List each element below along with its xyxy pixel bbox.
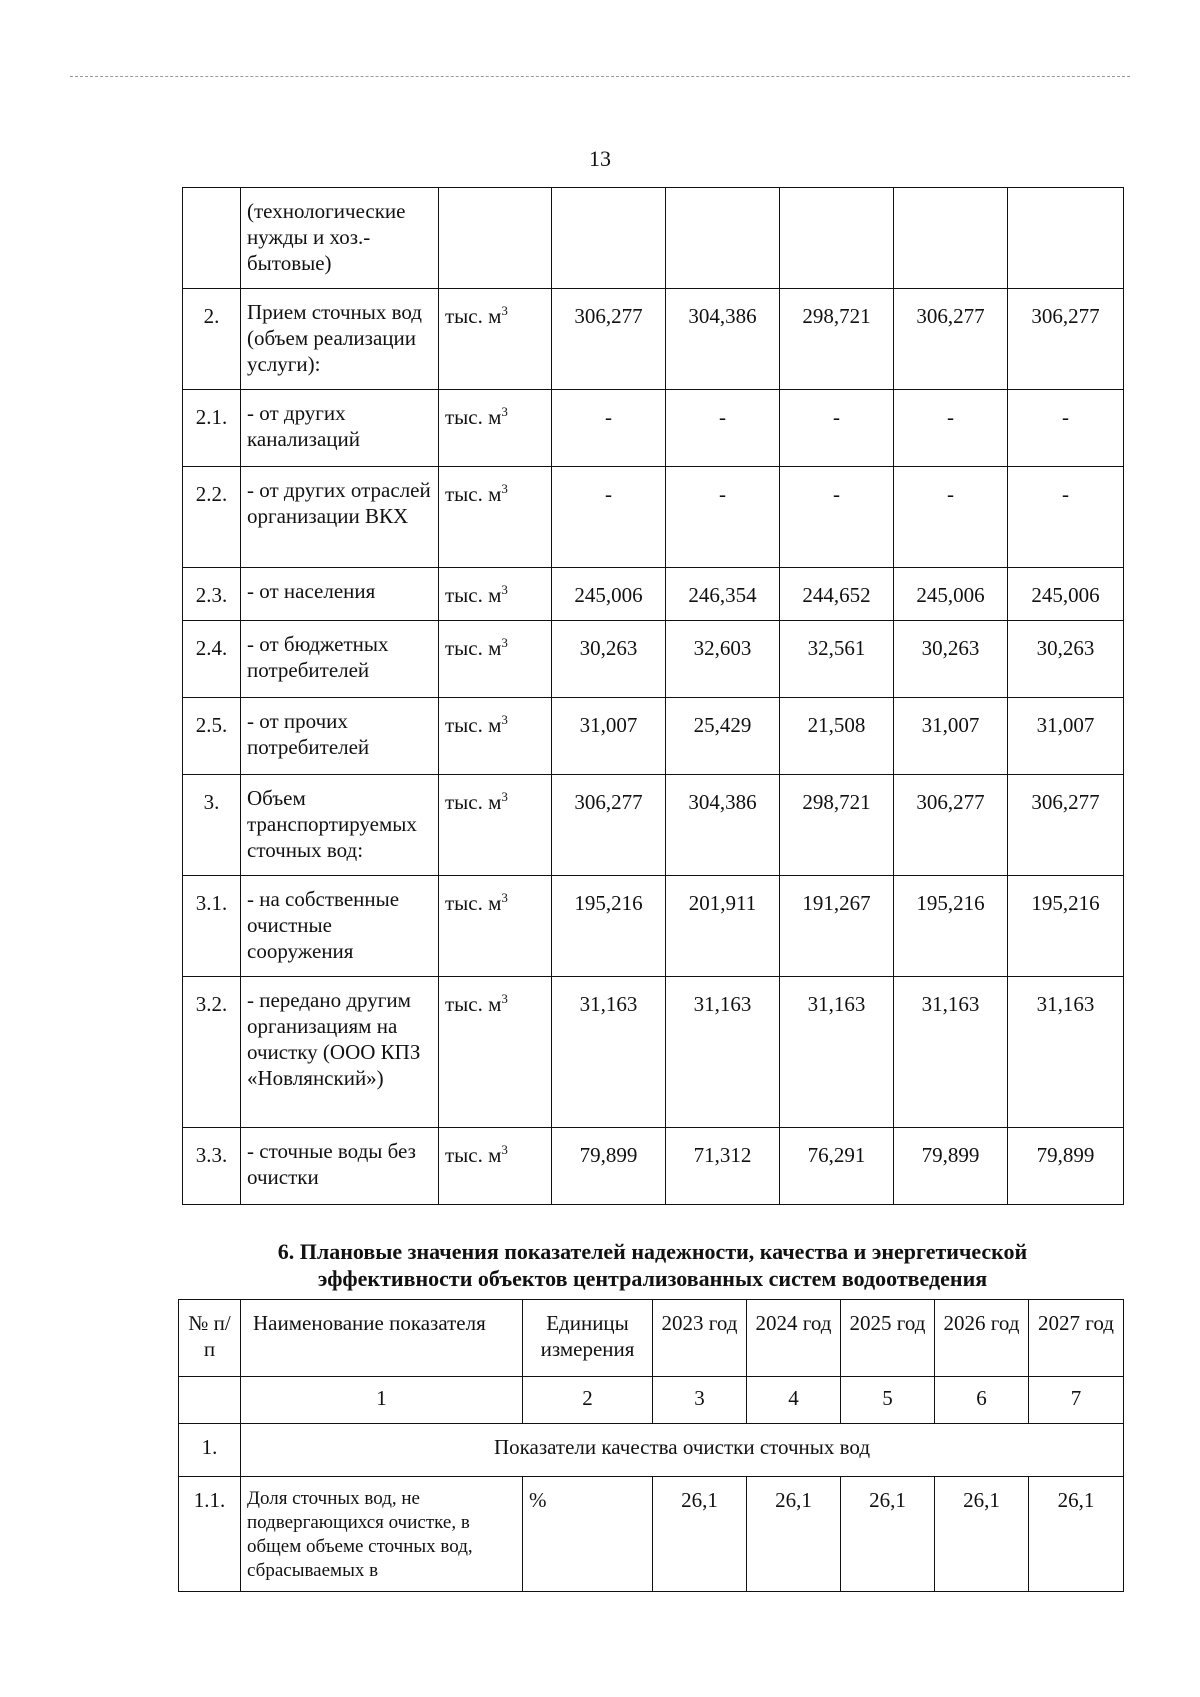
row-unit [439,289,552,390]
header-unit: Единицы измерения [523,1300,653,1377]
index-blank [179,1377,241,1424]
row-value: 30,263 [552,621,666,698]
row-value: 195,216 [894,876,1008,977]
unit-superscript: 3 [501,789,508,804]
row-name: - на собственные очистные сооружения [241,876,439,977]
continuation-name-cell: (технологические нужды и хоз.-бытовые) [241,188,439,289]
table-row [183,467,1124,568]
unit-text: тыс. м [445,790,502,814]
column-index: 2 [523,1377,653,1424]
table-row [183,876,1124,977]
row-unit [439,876,552,977]
row-value: - [780,467,894,568]
row-value: - [1008,467,1124,568]
row-unit [439,977,552,1128]
header-num: № п/п [179,1300,241,1377]
row-unit [439,568,552,621]
row-value: 32,603 [666,621,780,698]
row-value: 30,263 [1008,621,1124,698]
row-value: 298,721 [780,775,894,876]
section-row-num: 1. [179,1424,241,1477]
row-value: 306,277 [552,775,666,876]
column-index: 4 [747,1377,841,1424]
row-num: 2. [183,289,241,390]
row-value: 195,216 [1008,876,1124,977]
row-value: 201,911 [666,876,780,977]
row-value: 31,163 [1008,977,1124,1128]
row-unit [439,1128,552,1205]
row-value: 79,899 [1008,1128,1124,1205]
row-value: 31,163 [894,977,1008,1128]
row-value: 306,277 [894,775,1008,876]
row-unit [439,467,552,568]
row-value: 245,006 [552,568,666,621]
row-value: 245,006 [1008,568,1124,621]
table-row [183,621,1124,698]
row-num: 2.3. [183,568,241,621]
header-name: Наименование показателя [241,1300,523,1377]
row-num: 2.5. [183,698,241,775]
wastewater-volume-table [182,187,1124,1205]
column-index: 3 [653,1377,747,1424]
row-value: 245,006 [894,568,1008,621]
row-value: - [894,467,1008,568]
row-value: 31,007 [1008,698,1124,775]
unit-superscript: 3 [501,1142,508,1157]
unit-superscript: 3 [501,635,508,650]
table-row [183,977,1124,1128]
unit-superscript: 3 [501,991,508,1006]
section-6-title-line-2: эффективности объектов централизованных систем водоотведения [317,1266,988,1291]
row-value: 304,386 [666,289,780,390]
row-unit [439,698,552,775]
row-value: - [666,467,780,568]
row-name: - сточные воды без очистки [241,1128,439,1205]
row-value: 195,216 [552,876,666,977]
table-row [183,1128,1124,1205]
section-6-title-line-1: 6. Плановые значения показателей надежности, качества и энергетической [277,1239,1028,1264]
column-index: 6 [935,1377,1029,1424]
row-value: 79,899 [894,1128,1008,1205]
row-unit [439,390,552,467]
row-value: 26,1 [653,1477,747,1592]
header-year-2025: 2025 год [841,1300,935,1377]
top-divider [70,76,1130,77]
row-num: 3.3. [183,1128,241,1205]
table-row [183,698,1124,775]
row-value: 31,163 [666,977,780,1128]
row-num: 2.1. [183,390,241,467]
row-num: 3.2. [183,977,241,1128]
section-row-label: Показатели качества очистки сточных вод [241,1424,1124,1477]
row-name: Прием сточных вод (объем реализации услуги): [241,289,439,390]
unit-text: тыс. м [445,992,502,1016]
row-name: - от прочих потребителей [241,698,439,775]
column-index: 5 [841,1377,935,1424]
row-num: 3. [183,775,241,876]
table-row [183,775,1124,876]
row-value: 26,1 [747,1477,841,1592]
row-value: 306,277 [894,289,1008,390]
row-value: 25,429 [666,698,780,775]
unit-text: тыс. м [445,1143,502,1167]
column-index: 7 [1029,1377,1124,1424]
table-header-row [179,1300,1124,1377]
row-num: 2.2. [183,467,241,568]
row-value: 31,163 [552,977,666,1128]
row-value: 298,721 [780,289,894,390]
row-value: 30,263 [894,621,1008,698]
row-value: 31,007 [894,698,1008,775]
row-value: 31,007 [552,698,666,775]
header-year-2024: 2024 год [747,1300,841,1377]
header-year-2023: 2023 год [653,1300,747,1377]
unit-superscript: 3 [501,404,508,419]
row-value: - [894,390,1008,467]
row-value: 79,899 [552,1128,666,1205]
row-num: 2.4. [183,621,241,698]
row-value: - [1008,390,1124,467]
row-name: - от населения [241,568,439,621]
unit-text: тыс. м [445,713,502,737]
section-row [179,1424,1124,1477]
row-value: 26,1 [1029,1477,1124,1592]
unit-superscript: 3 [501,481,508,496]
row-value: 32,561 [780,621,894,698]
row-value: 31,163 [780,977,894,1128]
table-row [183,188,1124,289]
unit-text: тыс. м [445,636,502,660]
unit-superscript: 3 [501,890,508,905]
row-value: 246,354 [666,568,780,621]
row-value: 244,652 [780,568,894,621]
row-value: 306,277 [1008,775,1124,876]
unit-text: тыс. м [445,304,502,328]
row-value: 306,277 [1008,289,1124,390]
row-value: - [780,390,894,467]
unit-superscript: 3 [501,712,508,727]
indicators-table [178,1299,1124,1592]
row-value: 76,291 [780,1128,894,1205]
column-index-row [179,1377,1124,1424]
unit-superscript: 3 [501,582,508,597]
row-num: 1.1. [179,1477,241,1592]
unit-superscript: 3 [501,303,508,318]
row-value: - [666,390,780,467]
row-num: 3.1. [183,876,241,977]
table-row [183,289,1124,390]
row-value: - [552,390,666,467]
column-index: 1 [241,1377,523,1424]
section-6-title [182,1238,1123,1292]
unit-text: тыс. м [445,482,502,506]
row-value: 21,508 [780,698,894,775]
row-value: 71,312 [666,1128,780,1205]
unit-text: тыс. м [445,891,502,915]
row-value: 26,1 [841,1477,935,1592]
row-name: - от других канализаций [241,390,439,467]
row-unit [439,621,552,698]
table-row [183,568,1124,621]
row-value: 304,386 [666,775,780,876]
unit-text: тыс. м [445,405,502,429]
row-name: Объем транспортируемых сточных вод: [241,775,439,876]
row-name: Доля сточных вод, не подвергающихся очистке, в общем объеме сточных вод, сбрасываемых в [241,1477,523,1592]
row-name: - от бюджетных потребителей [241,621,439,698]
table-row [183,390,1124,467]
page-number: 13 [589,146,611,171]
unit-text: тыс. м [445,583,502,607]
row-value: 191,267 [780,876,894,977]
row-unit [439,775,552,876]
header-year-2027: 2027 год [1029,1300,1124,1377]
row-name: - от других отраслей организации ВКХ [241,467,439,568]
row-unit: % [523,1477,653,1592]
row-value: 306,277 [552,289,666,390]
table-row [179,1477,1124,1592]
header-year-2026: 2026 год [935,1300,1029,1377]
row-value: 26,1 [935,1477,1029,1592]
row-name: - передано другим организациям на очистку (ООО КПЗ «Новлянский») [241,977,439,1128]
row-value: - [552,467,666,568]
